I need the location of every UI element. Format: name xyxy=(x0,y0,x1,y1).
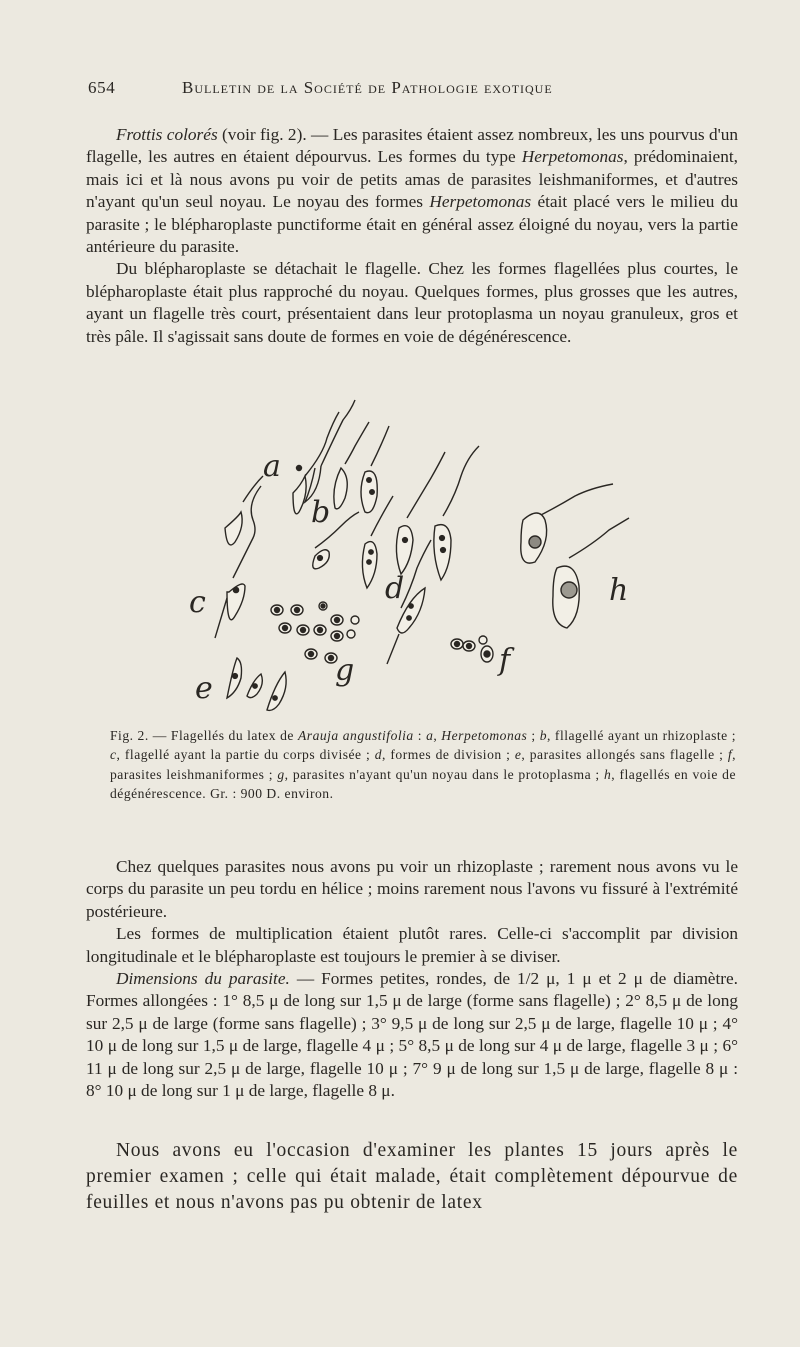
caption-text: , parasites allongés sans flagelle ; xyxy=(521,747,728,763)
caption-text: , formes de division ; xyxy=(382,747,515,763)
paragraph-examen: Nous avons eu l'occasion d'examiner les plantes 15 jours après le premier examen ; celle qui était malade, était complètement dépourvue de feuilles et nous n'avons pas pu obtenir de latex xyxy=(86,1140,738,1213)
group-e xyxy=(227,658,286,710)
label-c: c xyxy=(189,585,206,620)
caption-text: , parasites n'ayant qu'un noyau dans le protoplasma ; xyxy=(284,766,604,782)
label-a: a xyxy=(263,449,281,484)
parasite-a1 xyxy=(293,476,306,514)
label-e: e xyxy=(195,671,213,706)
paragraph-text: — Formes petites, rondes, de 1/2 μ, 1 μ et 2 μ de diamètre. Formes allongées : 1° 8,5 μ de long sur 1,5 μ de large (forme sans flagelle) ; 2° 8,5 μ de long sur 2,5 μ de large (forme sans flagelle) ; 3° 9,5 μ de long sur 2,5 μ de large, flagelle 10 μ ; 4° 10 μ de long sur 1,5 μ de large, flagelle 4 μ ; 5° 8,5 μ de long sur 4 μ de large, flagelle 3 μ ; 6° 11 μ de long sur 2,5 μ de large, flagelle 10 μ ; 7° 9 μ de long sur 1,5 μ de large, flagelle 8 μ : 8° 10 μ de long sur 1 μ de large, flagelle 8 μ. xyxy=(86,969,738,1101)
body-text-top xyxy=(86,124,738,348)
label-b: b xyxy=(311,495,331,530)
caption-letter: b xyxy=(539,728,547,743)
caption-letter: e xyxy=(514,747,522,763)
caption-species: Arauja angustifolia xyxy=(297,728,414,743)
italic-term: Herpetomonas xyxy=(429,192,532,212)
paragraph-text: était placé vers le milieu du parasite ; le blépharoplaste punctiforme était en général assez éloigné du noyau, vers la partie antérieure du parasite. xyxy=(86,192,738,257)
page-number: 654 xyxy=(88,78,116,97)
body-text-final xyxy=(86,1138,738,1216)
paragraph-text: (voir fig. 2). — Les parasites étaient assez nombreux, les uns pourvus d'un flagelle, les autres en étaient dépourvus. Les formes du type xyxy=(86,125,738,167)
paragraph-rhizoplaste: Chez quelques parasites nous avons pu voir un rhizoplaste ; rarement nous avons vu le corps du parasite un peu tordu en hélice ; moins rarement nous l'avons vu fissuré à l'extrémité postérieure. xyxy=(86,857,738,921)
flagellates-drawing xyxy=(185,398,635,718)
caption-letter: d xyxy=(374,747,383,763)
parasite-d3 xyxy=(396,526,413,574)
group-f xyxy=(451,636,493,662)
caption-letter: a xyxy=(426,728,434,743)
paragraph-blepharoplaste: Du blépharoplaste se détachait le flagelle. Chez les formes flagellées plus courtes, le blépharoplaste était plus rapproché du noyau. Quelques formes, plus grosses que les autres, ayant un flagelle très court, présentaient dans leur protoplasma un noyau granuleux, gros et très pâle. Il s'agissait sans doute de formes en voie de dégénérescence. xyxy=(86,259,738,346)
paragraph-lead: Frottis colorés xyxy=(116,125,218,144)
paragraph-multiplication: Les formes de multiplication étaient plutôt rares. Celle-ci s'accomplit par division longitudinale et le blépharoplaste est toujours le premier à se diviser. xyxy=(86,924,738,966)
caption-letter: f xyxy=(727,747,733,763)
caption-text: — Flagellés du latex de xyxy=(148,728,298,743)
flagellum-a1 xyxy=(305,412,339,476)
italic-term: Herpetomonas xyxy=(521,147,624,167)
caption-letter: c xyxy=(110,747,117,763)
caption-text: , flagellé ayant la partie du corps divisée ; xyxy=(116,747,375,763)
caption-text: , xyxy=(433,728,442,743)
label-d: d xyxy=(385,571,405,606)
running-head-title: Bulletin de la Société de Pathologie exotique xyxy=(182,78,553,97)
caption-letter: h xyxy=(604,766,612,782)
caption-text: , fllagellé ayant un rhizoplaste ; xyxy=(546,728,737,743)
paragraph-frottis xyxy=(86,124,738,258)
caption-text: , parasites leishmaniformes ; xyxy=(110,747,736,782)
caption-fig-number: Fig. 2. xyxy=(110,728,149,743)
caption-text: : xyxy=(413,728,427,743)
caption-text: , flagellés en voie de dégénérescence. Gr. : 900 D. environ. xyxy=(110,766,736,801)
label-g: g xyxy=(335,653,355,688)
caption-term: Herpetomonas xyxy=(441,728,528,743)
paragraph-text: , prédominaient, mais ici et là nous avons pu voir de petits amas de parasites leishmaniformes, et d'autres n'ayant qu'un seul noyau. Le noyau des formes xyxy=(86,147,738,212)
parasite-b2 xyxy=(334,468,347,509)
paragraph-lead: Dimensions du parasite. xyxy=(116,969,290,989)
label-f: f xyxy=(499,643,511,678)
paragraph-dimensions xyxy=(86,968,738,1102)
figure-caption xyxy=(110,726,736,803)
label-h: h xyxy=(609,573,629,608)
body-text-bottom xyxy=(86,856,738,1102)
caption-text: ; xyxy=(527,728,540,743)
figure-2 xyxy=(185,398,635,718)
caption-letter: g xyxy=(277,766,285,782)
